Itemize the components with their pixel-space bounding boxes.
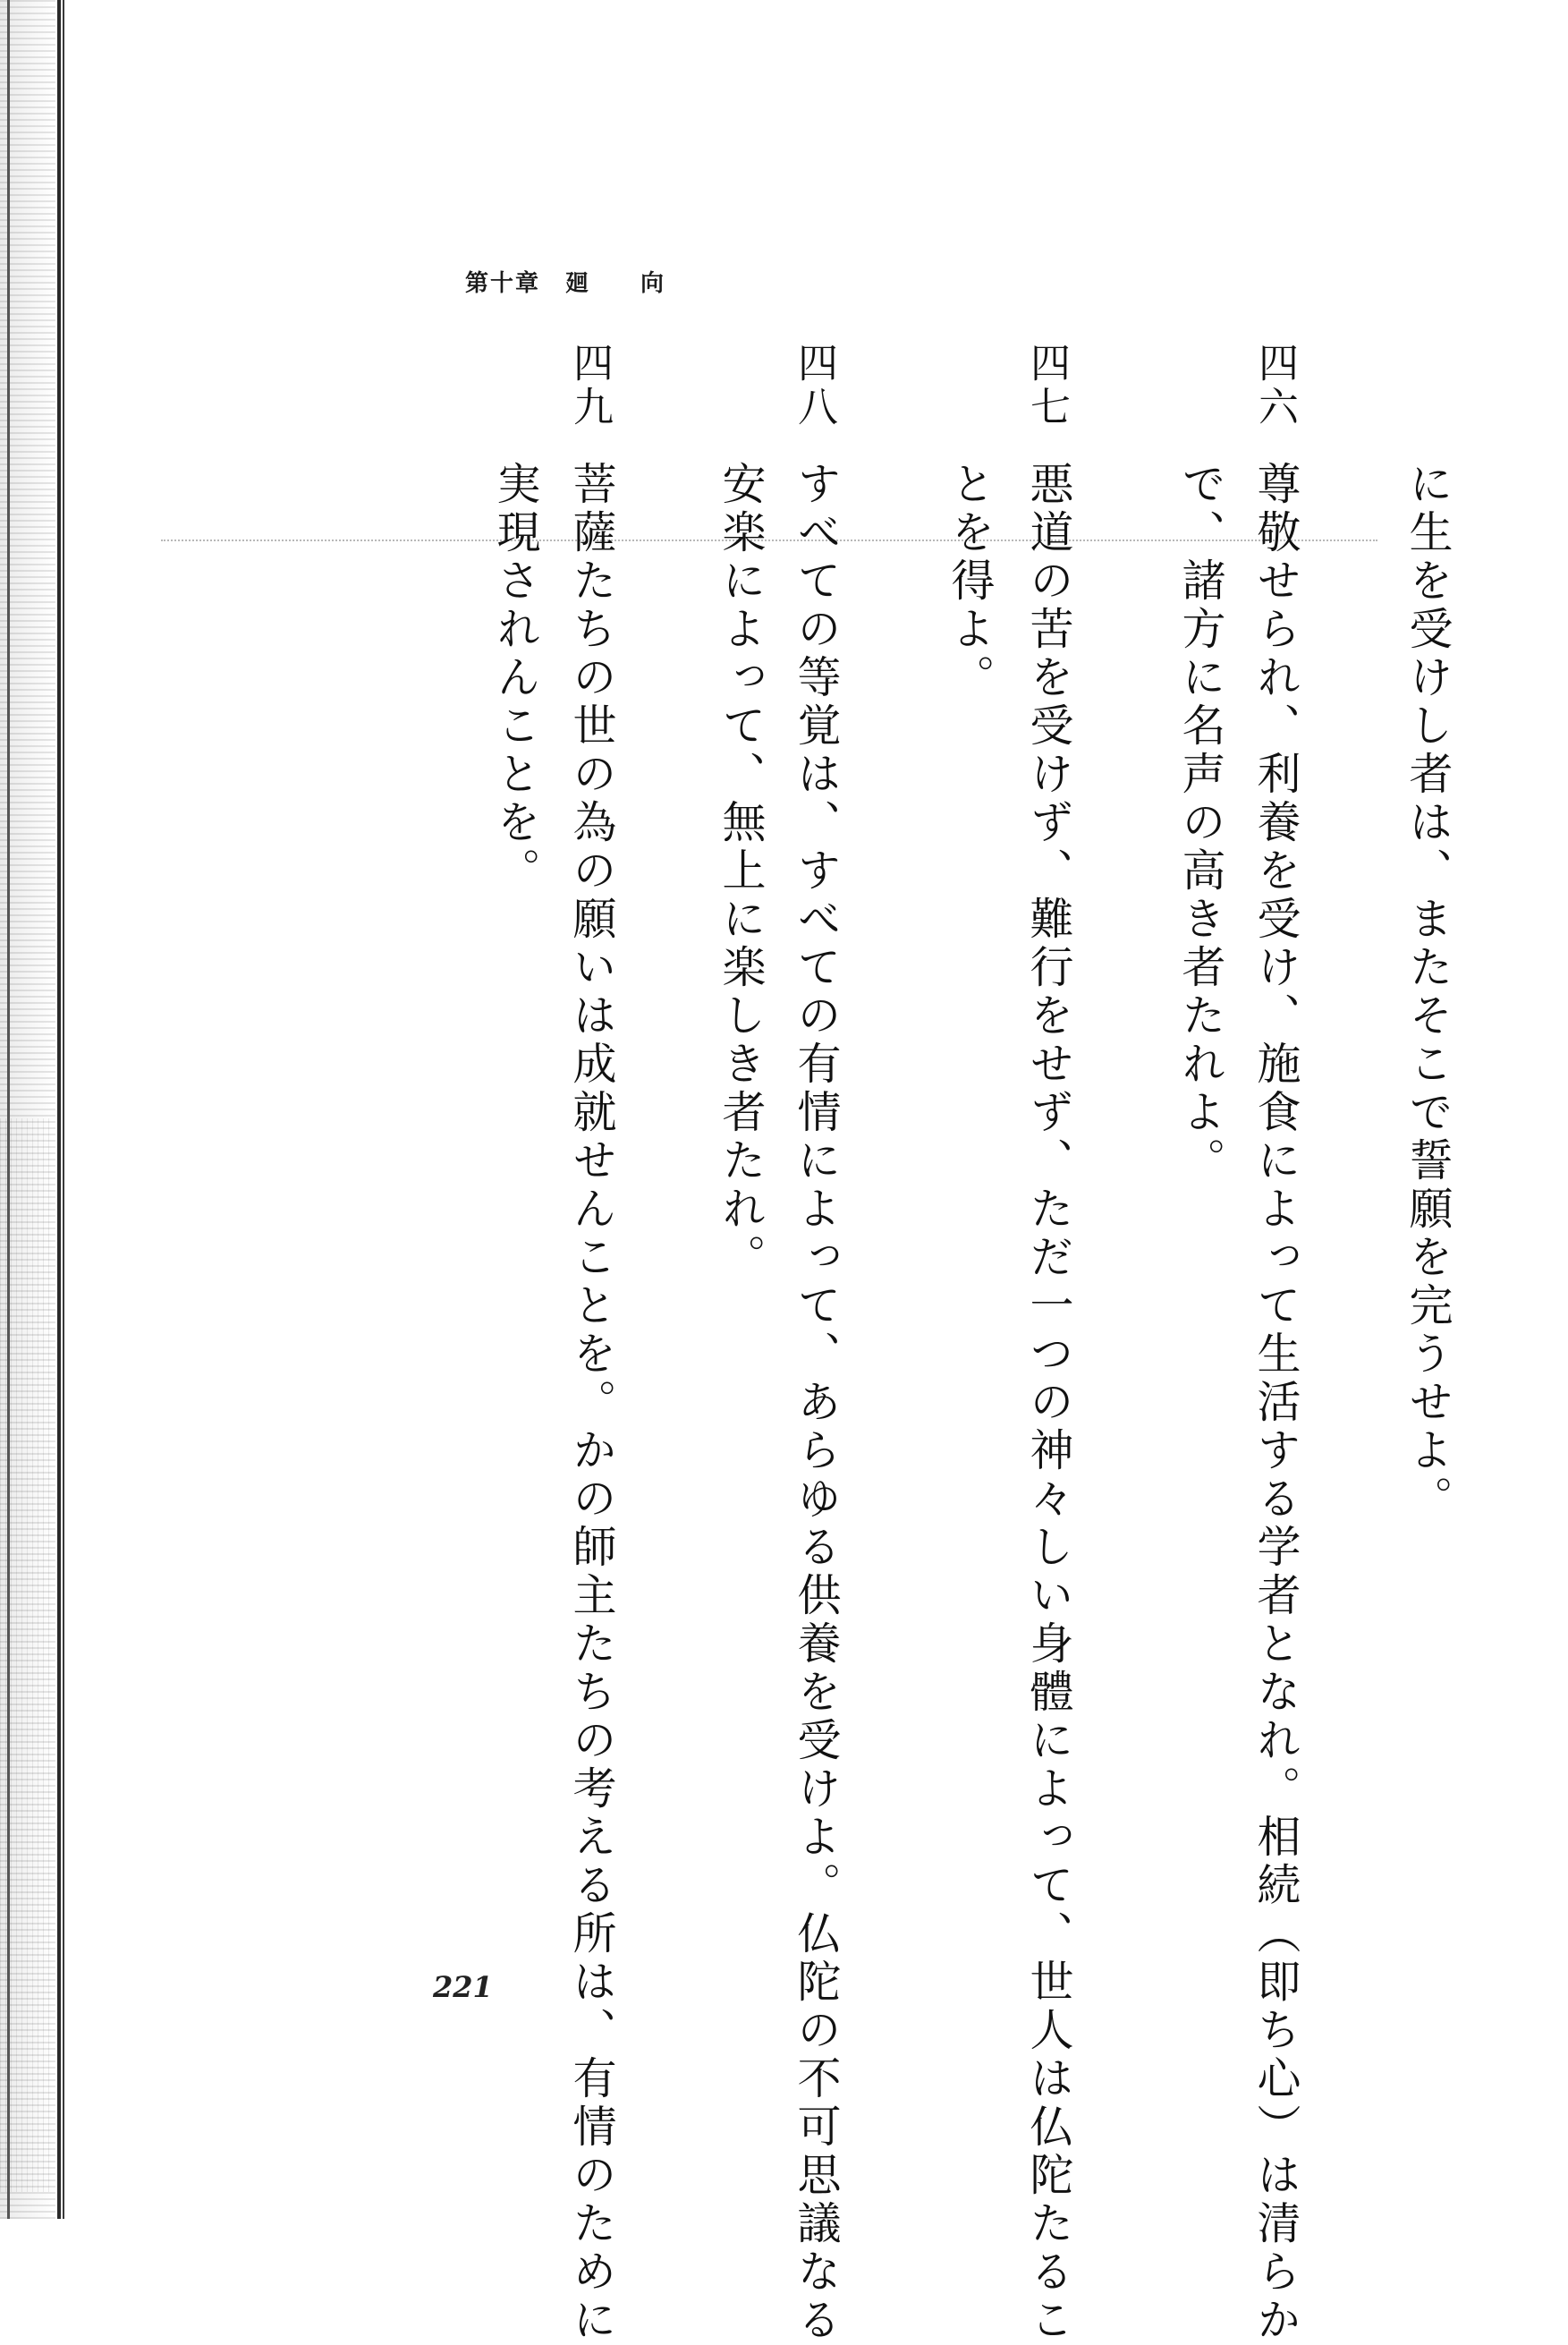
verse-48-line-1: すべての等覚は、すべての有情によって、あらゆる供養を受けよ。仏陀の不可思議なる <box>791 461 842 2345</box>
verse-number-49: 四九 <box>566 342 614 429</box>
scan-noise <box>0 1118 54 2192</box>
verse-47-line-2: とを得よ。 <box>945 461 996 702</box>
verse-46-line-1: 尊敬せられ、利養を受け、施食によって生活する学者となれ。相続（即ち心）は清らか <box>1250 461 1301 2345</box>
binding-line <box>57 0 61 2219</box>
verse-48-line-2: 安楽によって、無上に楽しき者たれ。 <box>716 461 767 1282</box>
verse-number-47: 四七 <box>1023 342 1071 429</box>
verse-46-line-2: で、諸方に名声の高き者たれよ。 <box>1175 461 1226 1185</box>
verse-49-line-2: 実現されんことを。 <box>490 461 541 896</box>
verse-49-line-1: 菩薩たちの世の為の願いは成就せんことを。かの師主たちの考える所は、有情のために <box>566 461 617 2345</box>
verse-number-46: 四六 <box>1251 342 1299 429</box>
verse-number-48: 四八 <box>791 342 838 429</box>
verse-45-continuation-line: に生を受けし者は、またそこで誓願を完うせよ。 <box>1403 461 1454 1524</box>
verse-47-line-1: 悪道の苦を受けず、難行をせず、ただ一つの神々しい身體によって、世人は仏陀たるこ <box>1023 461 1074 2345</box>
page-number: 221 <box>433 1970 493 2004</box>
binding-line-inner <box>63 0 64 2219</box>
running-head: 第十章 廻 向 <box>465 270 666 297</box>
